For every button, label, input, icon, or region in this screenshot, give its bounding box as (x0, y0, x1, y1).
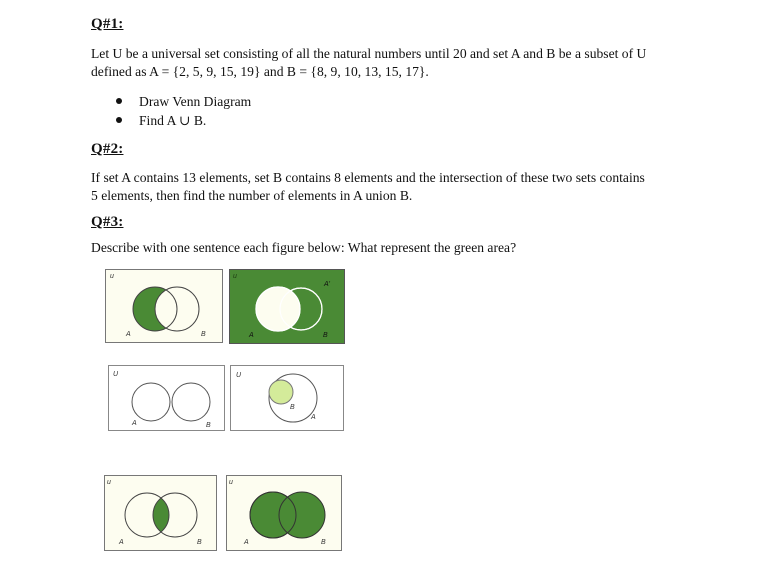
q2-line1: If set A contains 13 elements, set B contains 8 elements and the intersection of these two sets contains (91, 170, 645, 185)
set-a-label: A (244, 539, 249, 546)
set-b-label: B (321, 539, 326, 546)
venn-figure-a-only (105, 269, 223, 343)
q2-heading: Q#2: (91, 141, 124, 157)
set-b-label: B (197, 539, 202, 546)
set-a-label: A (249, 332, 254, 339)
set-b-circle (279, 492, 325, 538)
complement-label: A' (324, 281, 331, 288)
q3-text (91, 239, 711, 257)
q1-heading: Q#1: (91, 16, 124, 32)
q1-line2: defined as A = {2, 5, 9, 15, 19} and B = {8, 9, 10, 13, 15, 17}. (91, 63, 429, 79)
set-b-label: B (206, 422, 211, 429)
set-b-circle (269, 380, 293, 404)
set-a-circle (132, 383, 170, 421)
q1-line1: Let U be a universal set consisting of all the natural numbers until 20 and set A and B be a subset of U (91, 46, 647, 61)
q3-line1: Describe with one sentence each figure below: What represent the green area? (91, 240, 517, 255)
set-a-label: A (119, 539, 124, 546)
set-a-label: A (132, 420, 137, 427)
venn-figure-union (226, 475, 342, 551)
venn-figure-intersection (104, 475, 217, 551)
set-b-label: B (201, 331, 206, 338)
universe-label: u (110, 273, 114, 280)
q2-text (91, 169, 711, 204)
universe-label: u (107, 479, 111, 486)
universe-label: u (229, 479, 233, 486)
q1-bullet-1: Draw Venn Diagram (116, 92, 251, 111)
set-a-label: A (126, 331, 131, 338)
venn-figure-complement-a (229, 269, 345, 344)
universe-label: u (233, 273, 237, 280)
set-b-label: B (290, 404, 295, 411)
set-b-circle (172, 383, 210, 421)
set-b-label: B (323, 332, 328, 339)
q1-text (91, 45, 711, 80)
venn-figure-subset (230, 365, 344, 431)
q1-bullet-list (116, 92, 251, 130)
venn-figure-disjoint (108, 365, 225, 431)
set-a-label: A (311, 414, 316, 421)
q3-heading: Q#3: (91, 214, 124, 230)
q2-line2: 5 elements, then find the number of elements in A union B. (91, 187, 413, 203)
universe-label: U (236, 372, 242, 379)
q1-bullet-2: Find A ∪ B. (116, 111, 251, 130)
universe-label: U (113, 371, 119, 378)
